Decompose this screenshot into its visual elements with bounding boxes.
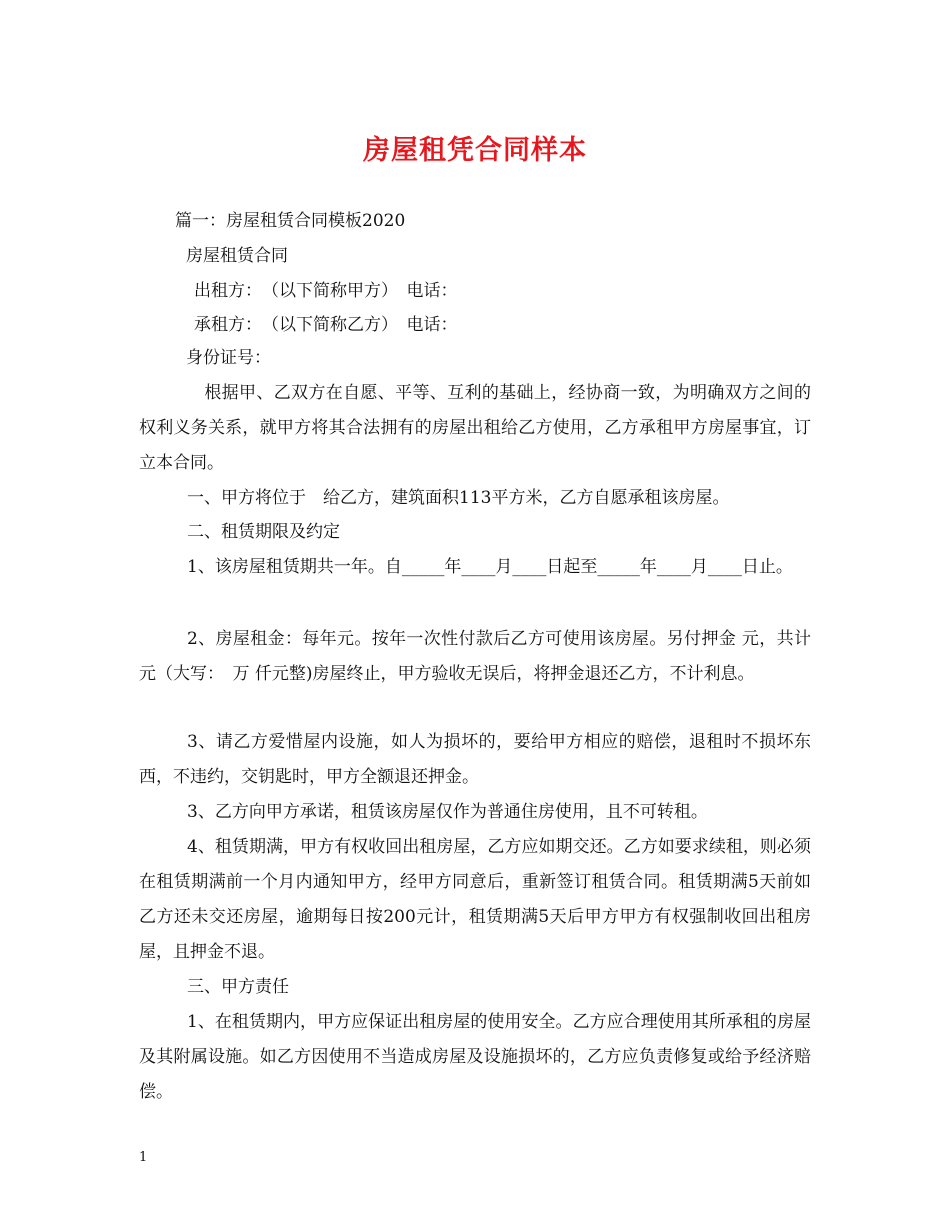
contract-name: 房屋租赁合同 <box>186 246 288 266</box>
preamble-paragraph: 根据甲、乙双方在自愿、平等、互利的基础上，经协商一致，为明确双方之间的权利义务关系，就甲方将其合法拥有的房屋出租给乙方使用，乙方承租甲方房屋事宜，订立本合同。 <box>139 383 811 473</box>
lessee-line: 承租方： （以下简称乙方） 电话： <box>194 315 458 335</box>
document-title: 房屋租凭合同样本 <box>363 135 587 166</box>
clause-2-3b: 3、乙方向甲方承诺，租赁该房屋仅作为普通住房使用，且不可转租。 <box>187 802 708 822</box>
page-number: 1 <box>139 1150 148 1165</box>
clause-2-1: 1、该房屋租赁期共一年。自_____年____月____日起至_____年____月____日止。 <box>187 557 793 577</box>
clause-3-1: 1、在租赁期内，甲方应保证出租房屋的使用安全。乙方应合理使用其所承租的房屋及其附属设施。如乙方因使用不当造成房屋及设施损坏的，乙方应负责修复或给予经济赔偿。 <box>139 1012 811 1102</box>
section-heading: 篇一：房屋租赁合同模板2020 <box>175 211 406 231</box>
clause-2-3a: 3、请乙方爱惜屋内设施，如人为损坏的，要给甲方相应的赔偿，退租时不损坏东西，不违约，交钥匙时，甲方全额退还押金。 <box>139 732 811 787</box>
lessor-line: 出租方： （以下简称甲方） 电话： <box>194 281 458 301</box>
clause-2-4: 4、租赁期满，甲方有权收回出租房屋，乙方应如期交还。乙方如要求续租，则必须在租赁期满前一个月内通知甲方，经甲方同意后，重新签订租赁合同。租赁期满5天前如乙方还未交还房屋，逾期每日按200元计，租赁期满5天后甲方甲方有权强制收回出租房屋，且押金不退。 <box>139 837 811 962</box>
clause-2-heading: 二、租赁期限及约定 <box>187 522 340 542</box>
id-number-line: 身份证号： <box>186 348 271 368</box>
clause-1: 一、甲方将位于 给乙方，建筑面积113平方米，乙方自愿承租该房屋。 <box>187 488 730 508</box>
clause-2-2: 2、房屋租金：每年元。按年一次性付款后乙方可使用该房屋。另付押金 元，共计 元（大写： 万 仟元整)房屋终止，甲方验收无误后，将押金退还乙方，不计利息。 <box>139 629 828 684</box>
clause-3-heading: 三、甲方责任 <box>187 977 289 997</box>
